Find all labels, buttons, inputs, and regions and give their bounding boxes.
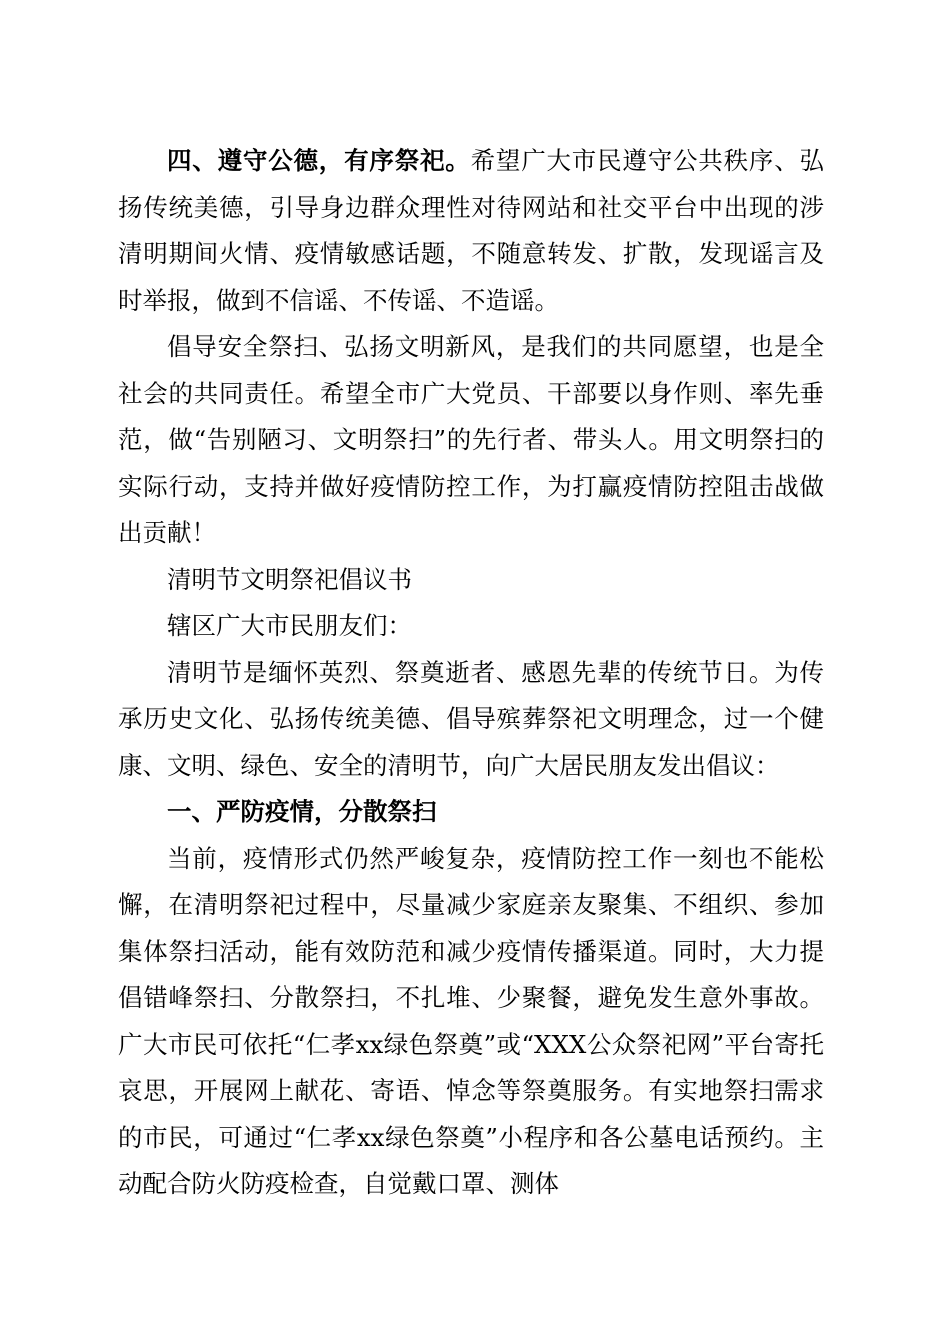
section-4-body: 希望广大市民遵守公共秩序、弘扬传统美德，引导身边群众理性对待网站和社交平台中出现的涉清明期间火情、疫情敏感话题，不随意转发、扩散，发现谣言及时举报，做到不信谣、不传谣、不造谣。 bbox=[118, 146, 825, 315]
salutation: 辖区广大市民朋友们： bbox=[167, 611, 412, 640]
section-4-heading: 四、遵守公德，有序祭祀。 bbox=[167, 146, 471, 175]
section-4-paragraph bbox=[118, 138, 824, 324]
document-title: 清明节文明祭祀倡议书 bbox=[167, 564, 412, 594]
document-page bbox=[118, 138, 824, 1208]
intro-paragraph: 清明节是缅怀英烈、祭奠逝者、感恩先辈的传统节日。为传承历史文化、弘扬传统美德、倡导殡葬祭祀文明理念，过一个健康、文明、绿色、安全的清明节，向广大居民朋友发出倡议： bbox=[118, 657, 824, 780]
closing-paragraph: 倡导安全祭扫、弘扬文明新风，是我们的共同愿望，也是全社会的共同责任。希望全市广大党员、干部要以身作则、率先垂范，做“告别陋习、文明祭扫”的先行者、带头人。用文明祭扫的实际行动，支持并做好疫情防控工作，为打赢疫情防控阻击战做出贡献！ bbox=[118, 332, 824, 547]
section-1-heading: 一、严防疫情，分散祭扫 bbox=[167, 797, 437, 826]
section-1-body: 当前，疫情形式仍然严峻复杂，疫情防控工作一刻也不能松懈，在清明祭祀过程中，尽量减少家庭亲友聚集、不组织、参加集体祭扫活动，能有效防范和减少疫情传播渠道。同时，大力提倡错峰祭扫、分散祭扫，不扎堆、少聚餐，避免发生意外事故。广大市民可依托“仁孝xx绿色祭奠”或“XXX公众祭祀网”平台寄托哀思，开展网上献花、寄语、悼念等祭奠服务。有实地祭扫需求的市民，可通过“仁孝xx绿色祭奠”小程序和各公墓电话预约。主动配合防火防疫检查，自觉戴口罩、测体 bbox=[118, 843, 824, 1198]
